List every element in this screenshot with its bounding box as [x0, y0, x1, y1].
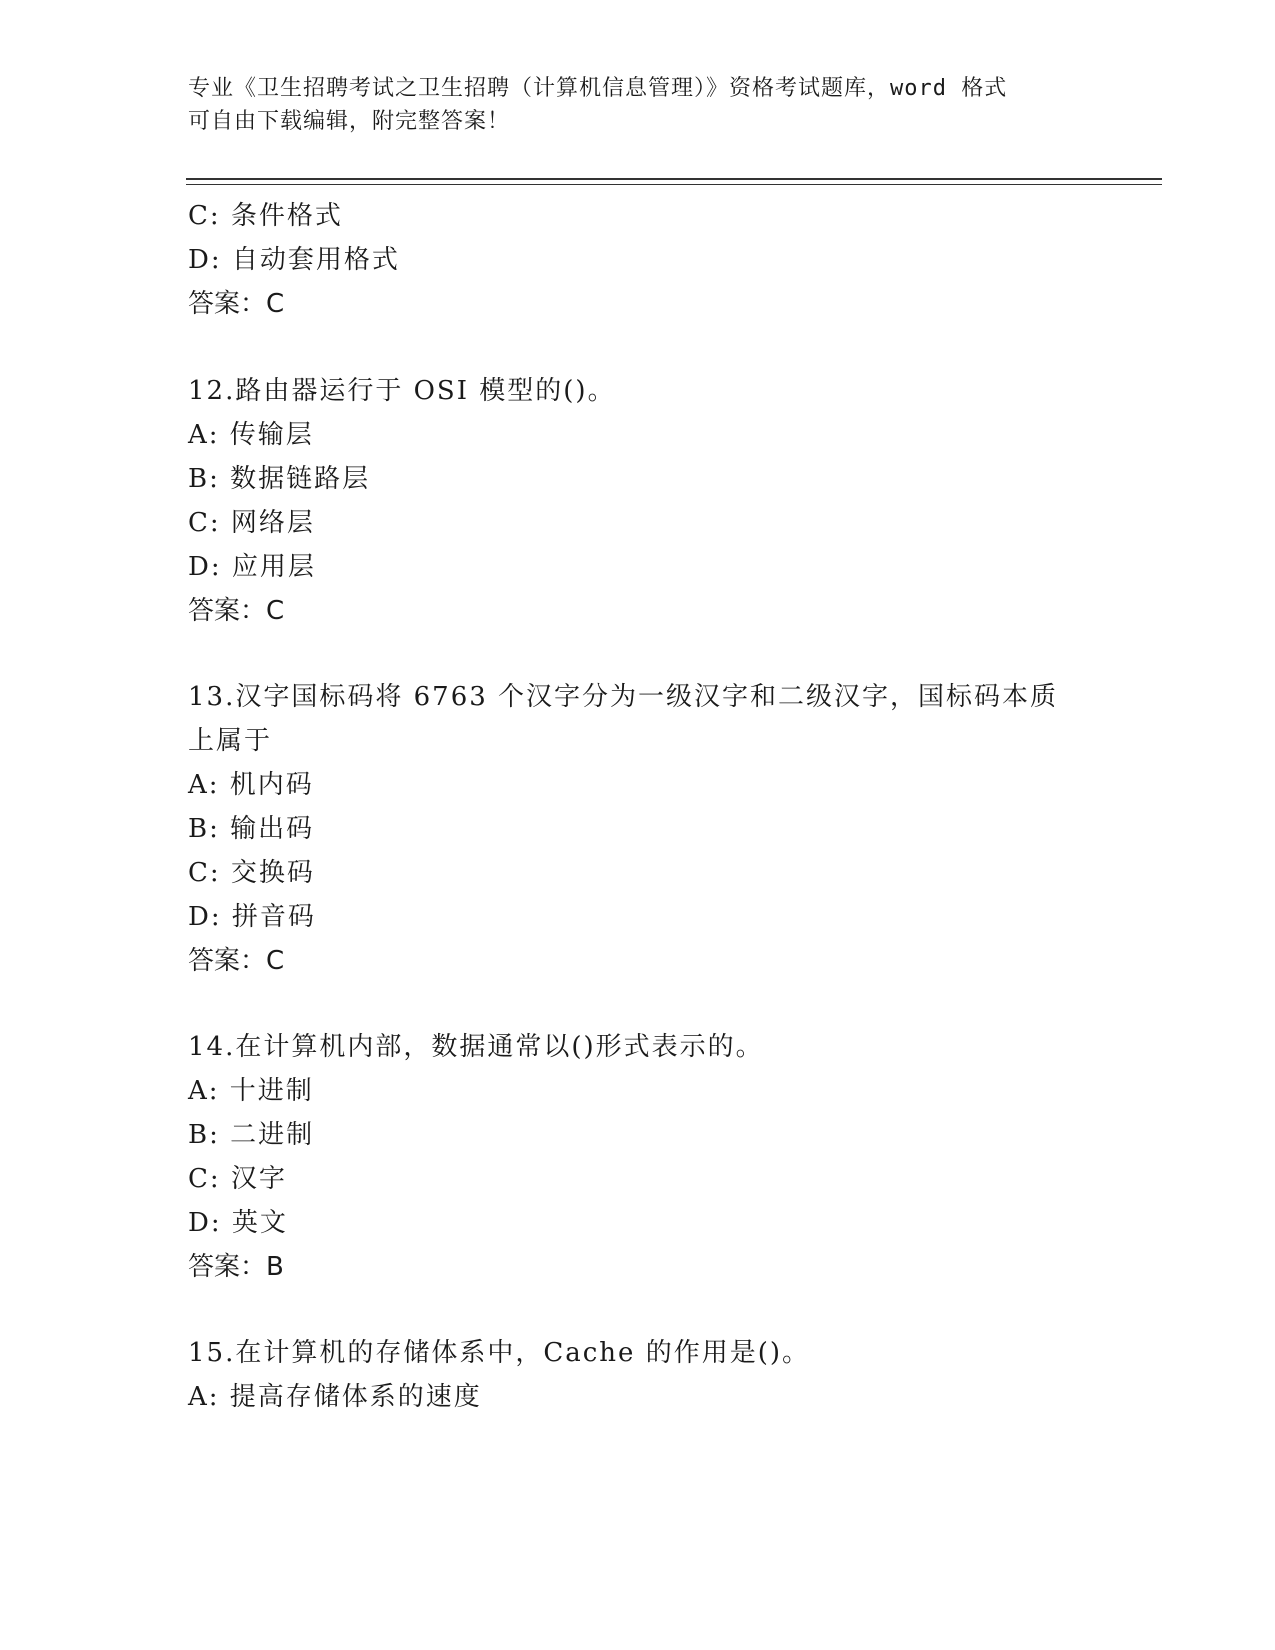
- header-line-2: 可自由下载编辑，附完整答案！: [188, 109, 511, 134]
- question-12: 12.路由器运行于 OSI 模型的()。: [188, 376, 616, 406]
- answer-14: 答案：B: [188, 1252, 284, 1282]
- q13-option-d: D: 拼音码: [188, 902, 316, 932]
- answer-13: 答案：C: [188, 946, 285, 976]
- option-c: C: 条件格式: [188, 201, 343, 231]
- q13-option-a: A: 机内码: [188, 770, 314, 800]
- answer-12: 答案：C: [188, 596, 285, 626]
- q12-option-c: C: 网络层: [188, 508, 315, 538]
- q12-option-a: A: 传输层: [188, 420, 314, 450]
- q14-option-b: B: 二进制: [188, 1120, 315, 1150]
- q14-option-a: A: 十进制: [188, 1076, 314, 1106]
- q13-option-b: B: 输出码: [188, 814, 315, 844]
- answer-11: 答案：C: [188, 289, 285, 319]
- q14-option-d: D: 英文: [188, 1208, 288, 1238]
- question-15: 15.在计算机的存储体系中，Cache 的作用是()。: [188, 1338, 810, 1368]
- header-divider-thin: [186, 184, 1162, 185]
- option-d: D: 自动套用格式: [188, 245, 400, 275]
- header-divider-thick: [186, 178, 1162, 180]
- question-13-line-2: 上属于: [188, 726, 273, 756]
- question-13-line-1: 13.汉字国标码将 6763 个汉字分为一级汉字和二级汉字，国标码本质: [188, 682, 1059, 712]
- q14-option-c: C: 汉字: [188, 1164, 287, 1194]
- q12-option-b: B: 数据链路层: [188, 464, 371, 494]
- q12-option-d: D: 应用层: [188, 552, 316, 582]
- q15-option-a: A: 提高存储体系的速度: [188, 1382, 482, 1412]
- document-header: [188, 72, 1088, 138]
- header-line-1: 专业《卫生招聘考试之卫生招聘（计算机信息管理）》资格考试题库，word 格式: [188, 76, 1008, 101]
- q13-option-c: C: 交换码: [188, 858, 315, 888]
- question-14: 14.在计算机内部，数据通常以()形式表示的。: [188, 1032, 764, 1062]
